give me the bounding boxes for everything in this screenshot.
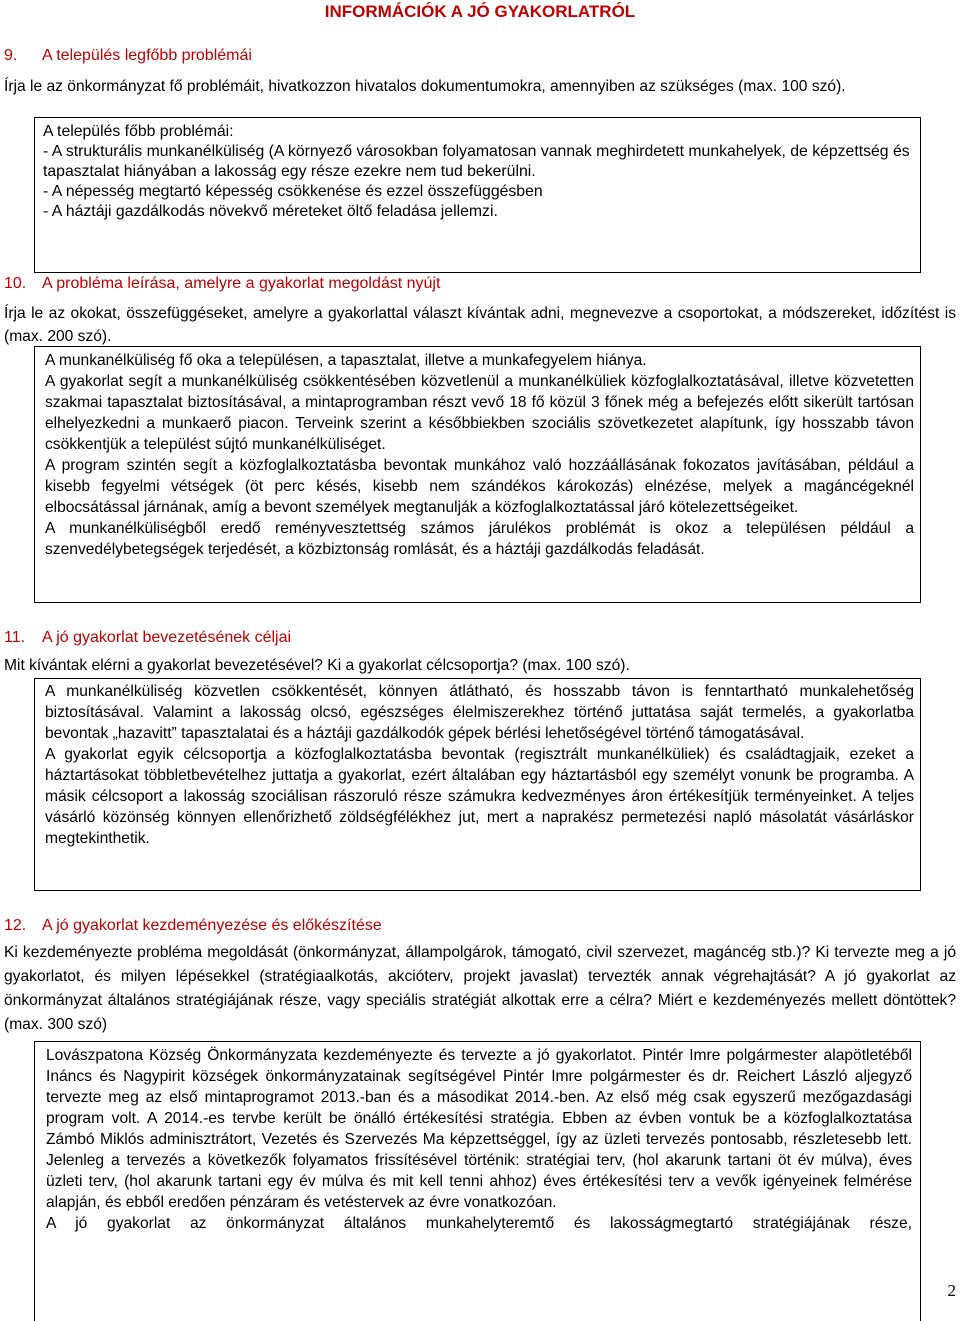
page-title: INFORMÁCIÓK A JÓ GYAKORLATRÓL bbox=[324, 2, 636, 21]
section-prompt-10: Írja le az okokat, összefüggéseket, amelyre a gyakorlattal választ kívántak adni, megnevezve a csoportokat, a módszereket, időzítést is (max. 200 szó). bbox=[4, 305, 956, 345]
section-heading-9: 9. A település legfőbb problémái bbox=[4, 47, 252, 64]
answer-paragraph: A jó gyakorlat az önkormányzat általános munkahelyteremtő és lakosságmegtartó stratégiájának része, bbox=[46, 1215, 912, 1232]
answer-paragraph: A gyakorlat segít a munkanélküliség csökkentésében közvetlenül a munkanélküliek közfoglalkoztatásával, illetve közvetetten szakmai tapasztalat biztosításával, a mintaprogramban részt vevő 18 fő közül 3 főnek még a befejezés előtt sikerült tartósan elhelyezkedni a munkaerő piacon. Terveink szerint a későbbiekben szociális szövetkezetet alapítunk, így hosszabb távon csökkentjük a települést sújtó munkanélküliséget. bbox=[45, 373, 914, 453]
section-prompt-12: Ki kezdeményezte probléma megoldását (önkormányzat, állampolgárok, támogató, civil szervezet, magáncég stb.)? Ki tervezte meg a jó gyakorlatot, és milyen lépésekkel (stratégiaalkotás, akcióterv, projekt javaslat) tervezték annak végrehajtását? A jó gyakorlat az önkormányzat általános stratégiájának része, vagy speciális stratégiát alkottak erre a célra? Miért e kezdeményezés mellett döntöttek? (max. 300 szó) bbox=[4, 944, 956, 1033]
answer-box-10 bbox=[34, 346, 921, 603]
answer-paragraph: - A strukturális munkanélküliség (A környező városokban folyamatosan vannak meghirdetett munkahelyek, de képzettség és tapasztalat hiányában a lakosság egy része ezekre nem tud bekerülni. bbox=[43, 143, 910, 180]
section-prompt-9: Írja le az önkormányzat fő problémáit, hivatkozzon hivatalos dokumentumokra, amennyiben az szükséges (max. 100 szó). bbox=[4, 78, 846, 95]
answer-paragraph: - A háztáji gazdálkodás növekvő méreteket öltő feladása jellemzi. bbox=[43, 203, 498, 220]
answer-paragraph: Lovászpatona Község Önkormányzata kezdeményezte és tervezte a jó gyakorlatot. Pintér Imre polgármester alapötletéből Ináncs és Nagypirit községek önkormányzatainak segítségével Pintér Imre polgármester és dr. Reichert László aljegyző tervezte meg az első mintaprogramot 2013.-ban és a másodikat 2014.-ben. Az első még csak egyszerű mezőgazdasági program volt. A 2014.-es tervbe került be önálló értékesítési stratégia. Ebben az évben vontuk be a közfoglalkoztatása Zámbó Miklós adminisztrátort, Vezetés és Szervezés Ma képzettséggel, így az üzleti tervezés pontosabb, részletesebb lett. Jelenleg a tervezés a következők folyamatos frissítésével történik: stratégiai terv, (hol akarunk tartani öt év múlva), éves üzleti terv, (hol akarunk tartani egy év múlva és mit kell tenni ahhoz) éves értékesítési terv a vevők igényeinek felmérése alapján, és ebből eredően pénzáram és vetéstervek az évre vonatkozóan. bbox=[46, 1047, 912, 1211]
answer-paragraph: A munkanélküliség fő oka a településen, a tapasztalat, illetve a munkafegyelem hiánya. bbox=[45, 352, 647, 369]
answer-paragraph: A munkanélküliségből eredő reményvesztettség számos járulékos problémát is okoz a településen például a szenvedélybetegségek terjedését, a közbiztonság romlását, és a háztáji gazdálkodás feladását. bbox=[45, 520, 914, 558]
section-heading-11: 11. A jó gyakorlat bevezetésének céljai bbox=[4, 629, 292, 646]
answer-paragraph: A program szintén segít a közfoglalkoztatásba bevontak munkához való hozzáállásának fokozatos javításában, például a kisebb fegyelmi vétségek (öt perc késés, kisebb nem szándékos károkozás) elnézése, melyek a magáncégeknél elbocsátással járnának, amíg a bevont személyek megtanulják a közfoglalkoztatással járó kötelezettségeiket. bbox=[45, 457, 914, 516]
answer-box-9 bbox=[34, 117, 921, 273]
section-prompt-11: Mit kívántak elérni a gyakorlat bevezetésével? Ki a gyakorlat célcsoportja? (max. 100 szó). bbox=[4, 657, 630, 674]
answer-paragraph: A település főbb problémái: bbox=[43, 123, 234, 140]
section-heading-12: 12. A jó gyakorlat kezdeményezése és előkészítése bbox=[4, 917, 382, 934]
section-heading-10: 10. A probléma leírása, amelyre a gyakorlat megoldást nyújt bbox=[4, 275, 441, 292]
page-number: 2 bbox=[947, 1281, 956, 1300]
answer-box-11 bbox=[34, 678, 921, 891]
answer-paragraph: A gyakorlat egyik célcsoportja a közfoglalkoztatásba bevontak (regisztrált munkanélküliek) és családtagjaik, ezeket a háztartásokat többletbevételhez juttatja a gyakorlat, ezért általában egy háztartásból egy személyt vonunk be programba. A másik célcsoport a lakosság szociálisan rászoruló része számukra kedvezményes áron értékesítjük terményeinket. A teljes vásárló közönség könnyen ellenőrizhető zöldségfélékhez jut, mert a naprakész permetezési napló másolatát vásárláskor megtekinthetik. bbox=[45, 746, 914, 847]
answer-paragraph: - A népesség megtartó képesség csökkenése és ezzel összefüggésben bbox=[43, 183, 543, 200]
answer-paragraph: A munkanélküliség közvetlen csökkentését, könnyen átlátható, és hosszabb távon is fenntartható munkalehetőség biztosításával. Valamint a lakosság olcsó, egészséges élelmiszerekhez történő juttatása saját termelés, a gyakorlatba bevontak „hazavitt” tapasztalatai és a háztáji gazdálkodók gépek bérlési lehetőségével történő támogatásával. bbox=[45, 683, 914, 742]
answer-box-12 bbox=[34, 1041, 921, 1321]
